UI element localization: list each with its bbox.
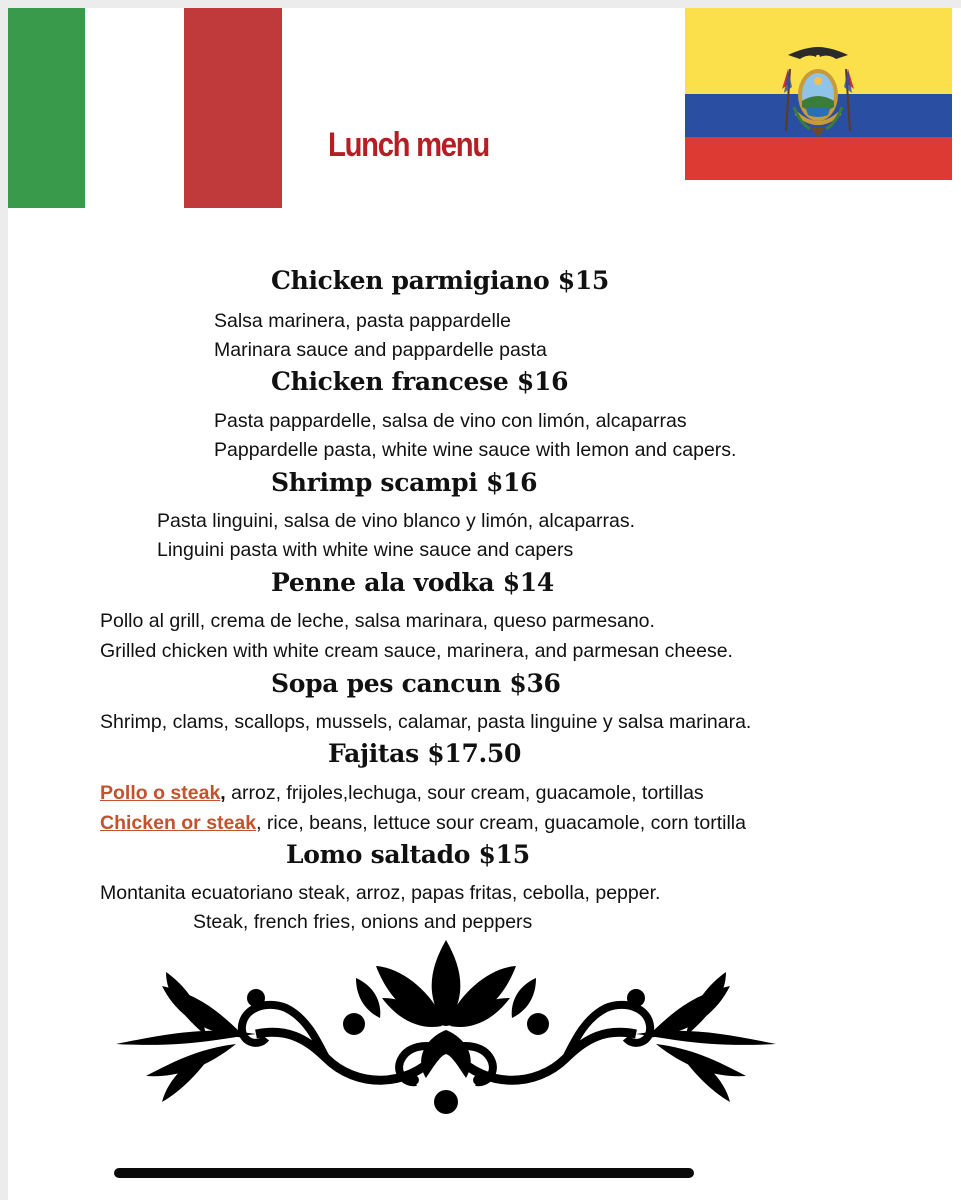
dish-name: Sopa pes cancun $36 <box>271 669 561 698</box>
dish-description: Shrimp, clams, scallops, mussels, calamar, pasta linguine y salsa marinara. <box>100 711 752 733</box>
dish-description-es: Montanita ecuatoriano steak, arroz, papas fritas, cebolla, pepper. <box>100 882 661 904</box>
chicken-or-steak-link[interactable]: Chicken or steak <box>100 812 257 834</box>
dish-description-es: Pollo al grill, crema de leche, salsa marinara, queso parmesano. <box>100 610 655 632</box>
home-indicator[interactable] <box>114 1168 694 1178</box>
ecuador-flag-red-stripe <box>685 137 952 180</box>
dish-description-en: Marinara sauce and pappardelle pasta <box>214 339 547 361</box>
dish-name: Chicken francese $16 <box>271 367 569 396</box>
dish-name: Chicken parmigiano $15 <box>271 266 610 295</box>
dish-name: Lomo saltado $15 <box>286 840 530 869</box>
dish-description-en: Steak, french fries, onions and peppers <box>193 911 533 933</box>
italy-flag-green-stripe <box>8 8 85 208</box>
dish-description-en: Grilled chicken with white cream sauce, marinera, and parmesan cheese. <box>100 640 733 662</box>
coat-of-arms-icon <box>780 43 856 139</box>
ecuador-flag <box>685 8 952 180</box>
comma: , <box>220 782 226 804</box>
dish-description-es: Pasta linguini, salsa de vino blanco y limón, alcaparras. <box>157 510 636 532</box>
page-title: Lunch menu <box>328 126 489 164</box>
dish-description-es <box>100 782 704 805</box>
dish-description-es: Pasta pappardelle, salsa de vino con limón, alcaparras <box>214 410 687 432</box>
description-rest: arroz, frijoles,lechuga, sour cream, guacamole, tortillas <box>225 782 704 804</box>
description-rest: , rice, beans, lettuce sour cream, guacamole, corn tortilla <box>256 812 746 834</box>
dish-name: Penne ala vodka $14 <box>271 568 554 597</box>
dish-name: Fajitas $17.50 <box>328 739 522 768</box>
menu-page <box>8 8 961 1200</box>
dish-description-en: Pappardelle pasta, white wine sauce with lemon and capers. <box>214 439 737 461</box>
dish-name: Shrimp scampi $16 <box>271 468 538 497</box>
pollo-o-steak-link[interactable]: Pollo o steak <box>100 782 221 804</box>
dish-description-es: Salsa marinera, pasta pappardelle <box>214 310 512 332</box>
italy-flag-red-stripe <box>184 8 282 208</box>
floral-flourish-icon <box>106 938 786 1118</box>
italy-flag <box>8 8 282 208</box>
dish-description-en: Linguini pasta with white wine sauce and capers <box>157 539 574 561</box>
dish-description-en <box>100 812 746 835</box>
